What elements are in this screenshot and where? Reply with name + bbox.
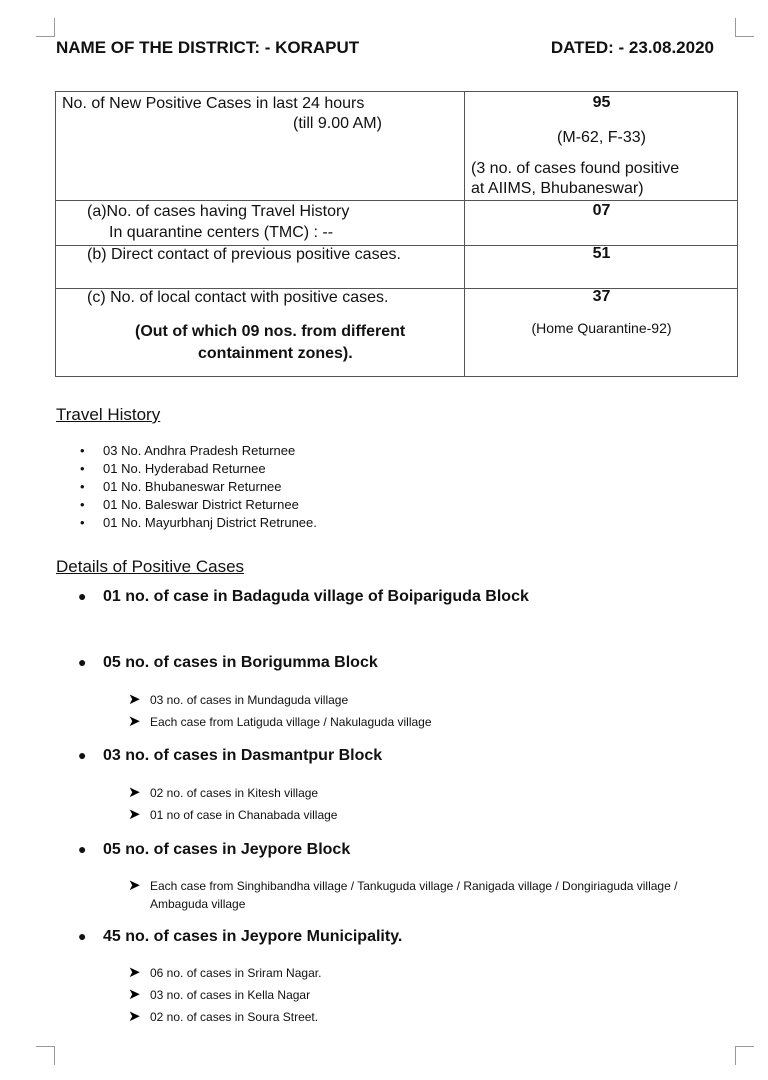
list-item: ➤ 01 no of case in Chanabada village xyxy=(128,804,738,826)
list-item: • 01 No. Baleswar District Returnee xyxy=(78,496,317,514)
travel-history-value: 07 xyxy=(592,202,611,219)
bullet-icon: ● xyxy=(78,841,87,857)
sub-list xyxy=(128,962,738,1028)
page-corner-mark xyxy=(735,1046,754,1065)
travel-history-label: (a)No. of cases having Travel History xyxy=(87,203,350,220)
block-heading-text: 05 no. of cases in Jeypore Block xyxy=(103,841,351,858)
block-heading-text: 05 no. of cases in Borigumma Block xyxy=(103,654,378,671)
block-heading xyxy=(78,928,402,946)
list-item: • 01 No. Mayurbhanj District Retrunee. xyxy=(78,514,317,532)
list-item: ➤ 02 no. of cases in Kitesh village xyxy=(128,782,738,804)
travel-history-title: Travel History xyxy=(56,405,161,424)
list-item: ➤ 03 no. of cases in Kella Nagar xyxy=(128,984,738,1006)
bullet-icon: ● xyxy=(78,747,87,763)
block-heading xyxy=(78,841,350,859)
direct-contact-label: (b) Direct contact of previous positive cases. xyxy=(87,246,401,263)
direct-contact-value: 51 xyxy=(592,245,611,262)
local-contact-label: (c) No. of local contact with positive cases. xyxy=(87,289,389,306)
home-quarantine-note: (Home Quarantine-92) xyxy=(531,320,672,336)
page-corner-mark xyxy=(36,18,55,37)
new-cases-value: 95 xyxy=(592,94,611,111)
list-item: ➤ Each case from Singhibandha village / Tankuguda village / Ranigada village / Dongiriaguda village / Ambaguda village xyxy=(128,877,738,913)
list-item: ➤ 03 no. of cases in Mundaguda village xyxy=(128,689,738,711)
block-heading xyxy=(78,654,378,672)
details-title: Details of Positive Cases xyxy=(56,557,245,576)
block-heading xyxy=(78,747,382,765)
aiims-note-line1: (3 no. of cases found positive xyxy=(471,160,680,177)
list-item: • 01 No. Bhubaneswar Returnee xyxy=(78,478,317,496)
block-heading xyxy=(78,588,529,606)
list-item: • 03 No. Andhra Pradesh Returnee xyxy=(78,442,317,460)
local-contact-value: 37 xyxy=(592,288,611,305)
gender-breakdown: (M-62, F-33) xyxy=(557,129,646,146)
district-name: NAME OF THE DISTRICT: - KORAPUT xyxy=(56,38,360,57)
list-item: ➤ Each case from Latiguda village / Nakulaguda village xyxy=(128,711,738,733)
tmc-label: In quarantine centers (TMC) : -- xyxy=(109,224,334,241)
report-date: DATED: - 23.08.2020 xyxy=(550,38,714,57)
list-item: • 01 No. Hyderabad Returnee xyxy=(78,460,317,478)
list-item: ➤ 06 no. of cases in Sriram Nagar. xyxy=(128,962,738,984)
document-header xyxy=(56,38,714,62)
page-corner-mark xyxy=(36,1046,55,1065)
list-item: ➤ 02 no. of cases in Soura Street. xyxy=(128,1006,738,1028)
new-cases-label: No. of New Positive Cases in last 24 hours xyxy=(62,95,365,112)
sub-list xyxy=(128,689,738,733)
new-cases-time: (till 9.00 AM) xyxy=(293,115,382,132)
table-divider xyxy=(56,200,737,201)
containment-note-line1: (Out of which 09 nos. from different xyxy=(135,323,406,340)
bullet-icon: ● xyxy=(78,654,87,670)
aiims-note-line2: at AIIMS, Bhubaneswar) xyxy=(471,180,644,197)
sub-list xyxy=(128,877,738,913)
block-heading-text: 45 no. of cases in Jeypore Municipality. xyxy=(103,928,403,945)
bullet-icon: ● xyxy=(78,928,87,944)
bullet-icon: ● xyxy=(78,588,87,604)
summary-table xyxy=(55,91,738,377)
travel-history-list xyxy=(78,442,317,532)
containment-note-line2: containment zones). xyxy=(198,345,353,362)
block-heading-text: 03 no. of cases in Dasmantpur Block xyxy=(103,747,383,764)
block-heading-text: 01 no. of case in Badaguda village of Boipariguda Block xyxy=(103,588,529,605)
sub-list xyxy=(128,782,738,826)
page-corner-mark xyxy=(735,18,754,37)
